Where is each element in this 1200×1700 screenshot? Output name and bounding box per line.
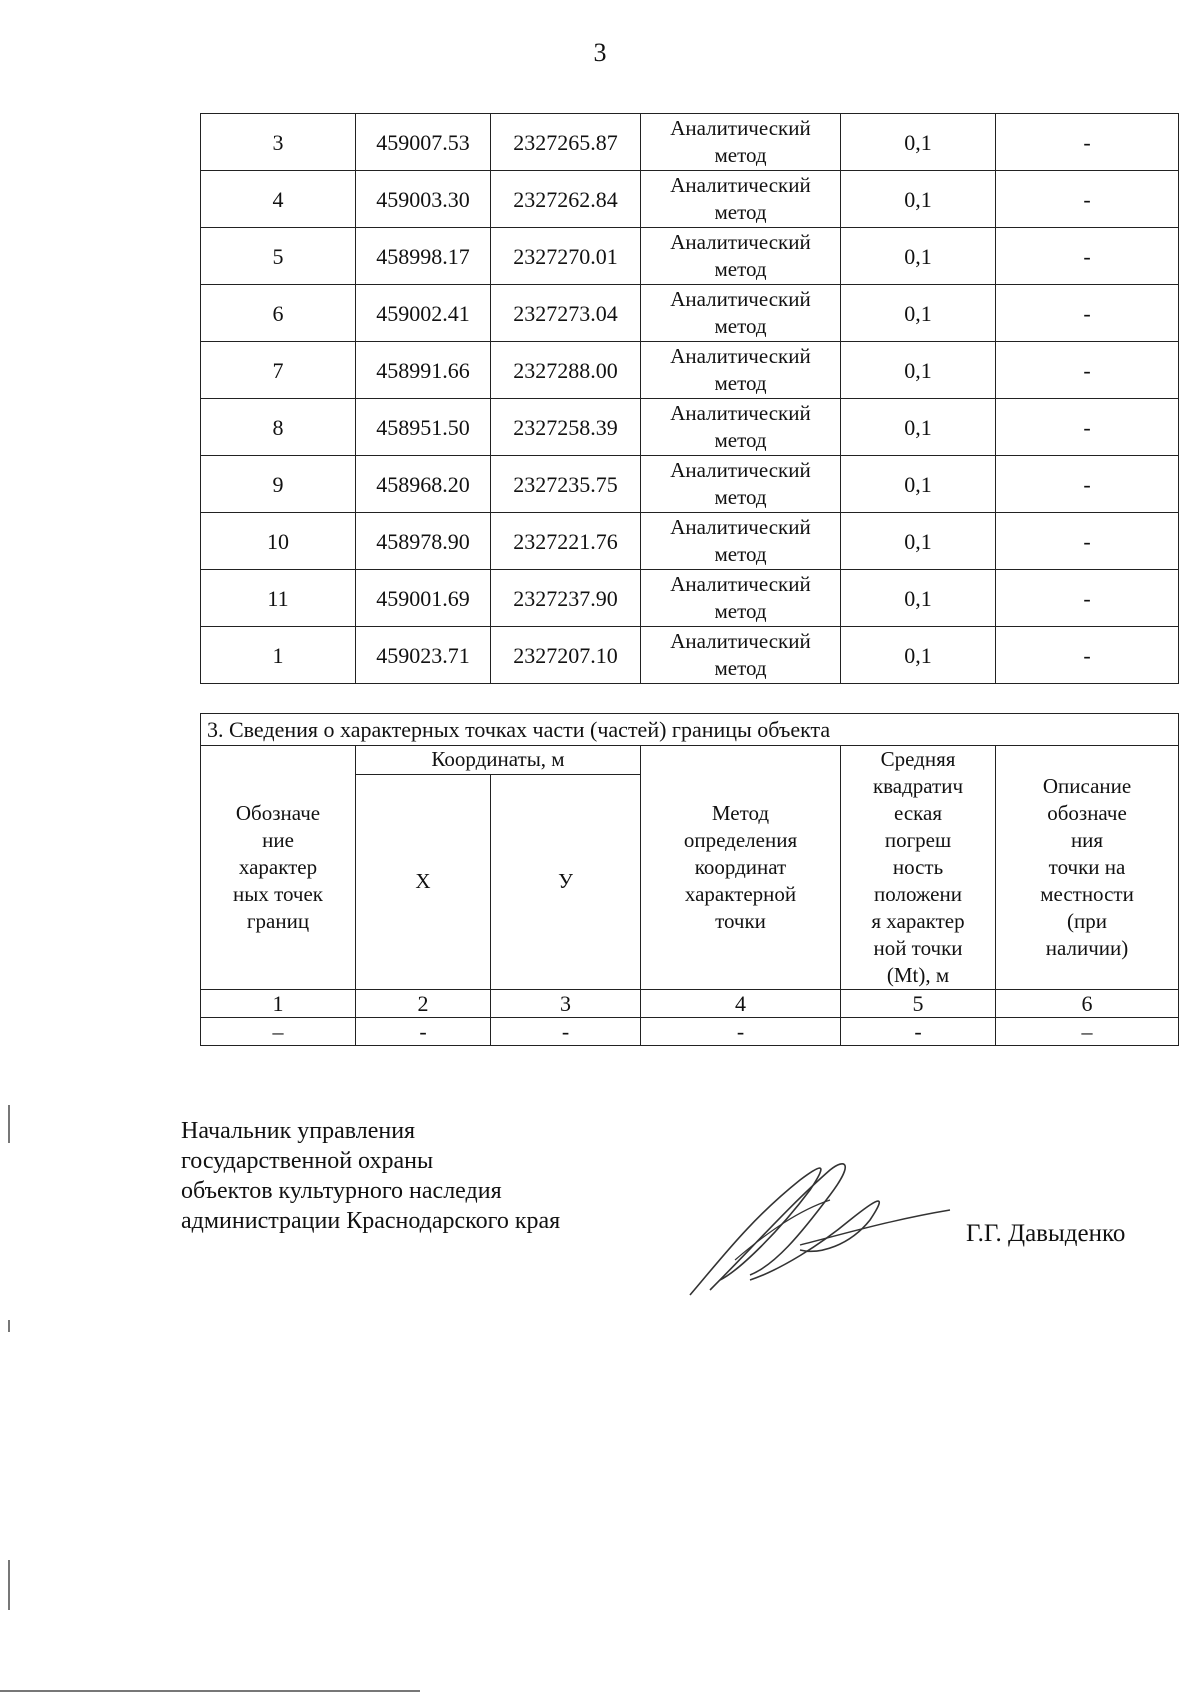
method-line: Аналитический: [670, 230, 811, 254]
method-line: метод: [714, 428, 767, 452]
handwritten-signature: [680, 1150, 960, 1305]
accuracy: 0,1: [841, 570, 996, 627]
column-number: 6: [996, 990, 1179, 1018]
coordinate-y: 2327221.76: [491, 513, 641, 570]
accuracy: 0,1: [841, 114, 996, 171]
method: [641, 627, 841, 684]
point-description: -: [996, 570, 1179, 627]
method-line: метод: [714, 656, 767, 680]
header-coordinates: Координаты, м: [356, 746, 641, 775]
column-number: 1: [201, 990, 356, 1018]
coordinate-y: 2327262.84: [491, 171, 641, 228]
point-number: 1: [201, 627, 356, 684]
header-y: У: [491, 774, 641, 989]
scan-edge-mark: [8, 1320, 10, 1332]
point-row: [201, 171, 1179, 228]
method-line: Аналитический: [670, 572, 811, 596]
point-row: [201, 228, 1179, 285]
section3-table: [200, 713, 1179, 1046]
coordinate-y: 2327258.39: [491, 399, 641, 456]
method: [641, 456, 841, 513]
boundary-points-table: [200, 113, 1179, 684]
section3-title: 3. Сведения о характерных точках части (частей) границы объекта: [201, 714, 1179, 746]
coordinate-y: 2327235.75: [491, 456, 641, 513]
empty-cell: -: [641, 1018, 841, 1046]
coordinate-y: 2327237.90: [491, 570, 641, 627]
coordinate-y: 2327273.04: [491, 285, 641, 342]
method-line: Аналитический: [670, 458, 811, 482]
coordinate-x: 458968.20: [356, 456, 491, 513]
signer-position-line: объектов культурного наследия: [181, 1178, 502, 1204]
column-number: 2: [356, 990, 491, 1018]
header-accuracy: Средняя квадратич еская погреш ность положени я характер ной точки (Mt), м: [841, 746, 996, 990]
point-number: 5: [201, 228, 356, 285]
scan-edge-mark: [8, 1560, 10, 1610]
point-description: -: [996, 285, 1179, 342]
empty-cell: –: [996, 1018, 1179, 1046]
point-row: [201, 114, 1179, 171]
accuracy: 0,1: [841, 456, 996, 513]
method-line: Аналитический: [670, 629, 811, 653]
empty-cell: –: [201, 1018, 356, 1046]
point-number: 9: [201, 456, 356, 513]
point-row: [201, 513, 1179, 570]
point-row: [201, 456, 1179, 513]
point-description: -: [996, 627, 1179, 684]
method-line: Аналитический: [670, 344, 811, 368]
point-number: 11: [201, 570, 356, 627]
coordinate-x: 459001.69: [356, 570, 491, 627]
method: [641, 513, 841, 570]
column-number: 5: [841, 990, 996, 1018]
header-designation: Обозначе ние характер ных точек границ: [201, 746, 356, 990]
signer-position: [181, 1116, 560, 1236]
header-x: X: [356, 774, 491, 989]
point-number: 4: [201, 171, 356, 228]
column-number: 3: [491, 990, 641, 1018]
header-description: Описание обозначе ния точки на местности (при наличии): [996, 746, 1179, 990]
coordinate-y: 2327288.00: [491, 342, 641, 399]
method-line: метод: [714, 200, 767, 224]
method-line: метод: [714, 314, 767, 338]
point-number: 10: [201, 513, 356, 570]
method-line: метод: [714, 485, 767, 509]
method: [641, 399, 841, 456]
point-description: -: [996, 399, 1179, 456]
method-line: метод: [714, 143, 767, 167]
point-row: [201, 570, 1179, 627]
point-number: 8: [201, 399, 356, 456]
coordinate-x: 458978.90: [356, 513, 491, 570]
coordinate-x: 458998.17: [356, 228, 491, 285]
coordinate-y: 2327265.87: [491, 114, 641, 171]
method-line: метод: [714, 542, 767, 566]
method: [641, 228, 841, 285]
coordinate-x: 458991.66: [356, 342, 491, 399]
point-description: -: [996, 114, 1179, 171]
point-number: 7: [201, 342, 356, 399]
coordinate-x: 459023.71: [356, 627, 491, 684]
method-line: Аналитический: [670, 287, 811, 311]
point-number: 6: [201, 285, 356, 342]
empty-cell: -: [841, 1018, 996, 1046]
point-row: [201, 627, 1179, 684]
method-line: Аналитический: [670, 401, 811, 425]
empty-cell: -: [356, 1018, 491, 1046]
method: [641, 342, 841, 399]
accuracy: 0,1: [841, 285, 996, 342]
empty-data-row: [201, 1018, 1179, 1046]
point-description: -: [996, 342, 1179, 399]
method-line: Аналитический: [670, 515, 811, 539]
point-description: -: [996, 228, 1179, 285]
point-row: [201, 342, 1179, 399]
point-description: -: [996, 513, 1179, 570]
column-number-row: [201, 990, 1179, 1018]
page-number: 3: [593, 38, 607, 67]
accuracy: 0,1: [841, 228, 996, 285]
signer-name: Г.Г. Давыденко: [966, 1220, 1126, 1247]
boundary-points-body: [201, 114, 1179, 684]
point-number: 3: [201, 114, 356, 171]
method: [641, 114, 841, 171]
point-description: -: [996, 456, 1179, 513]
coordinate-x: 458951.50: [356, 399, 491, 456]
signer-position-line: Начальник управления: [181, 1118, 416, 1144]
method: [641, 570, 841, 627]
method-line: метод: [714, 599, 767, 623]
header-method: Метод определения координат характерной точки: [641, 746, 841, 990]
point-row: [201, 285, 1179, 342]
method-line: метод: [714, 257, 767, 281]
method: [641, 171, 841, 228]
column-number: 4: [641, 990, 841, 1018]
accuracy: 0,1: [841, 171, 996, 228]
signer-position-line: государственной охраны: [181, 1148, 434, 1174]
coordinate-x: 459007.53: [356, 114, 491, 171]
empty-cell: -: [491, 1018, 641, 1046]
signer-position-line: администрации Краснодарского края: [181, 1208, 561, 1234]
accuracy: 0,1: [841, 513, 996, 570]
point-row: [201, 399, 1179, 456]
method-line: Аналитический: [670, 173, 811, 197]
coordinate-x: 459002.41: [356, 285, 491, 342]
scan-edge-mark: [8, 1105, 10, 1143]
coordinate-x: 459003.30: [356, 171, 491, 228]
method: [641, 285, 841, 342]
method-line: метод: [714, 371, 767, 395]
accuracy: 0,1: [841, 399, 996, 456]
accuracy: 0,1: [841, 342, 996, 399]
coordinate-y: 2327270.01: [491, 228, 641, 285]
method-line: Аналитический: [670, 116, 811, 140]
accuracy: 0,1: [841, 627, 996, 684]
scan-bottom-line: [0, 1690, 420, 1692]
coordinate-y: 2327207.10: [491, 627, 641, 684]
point-description: -: [996, 171, 1179, 228]
